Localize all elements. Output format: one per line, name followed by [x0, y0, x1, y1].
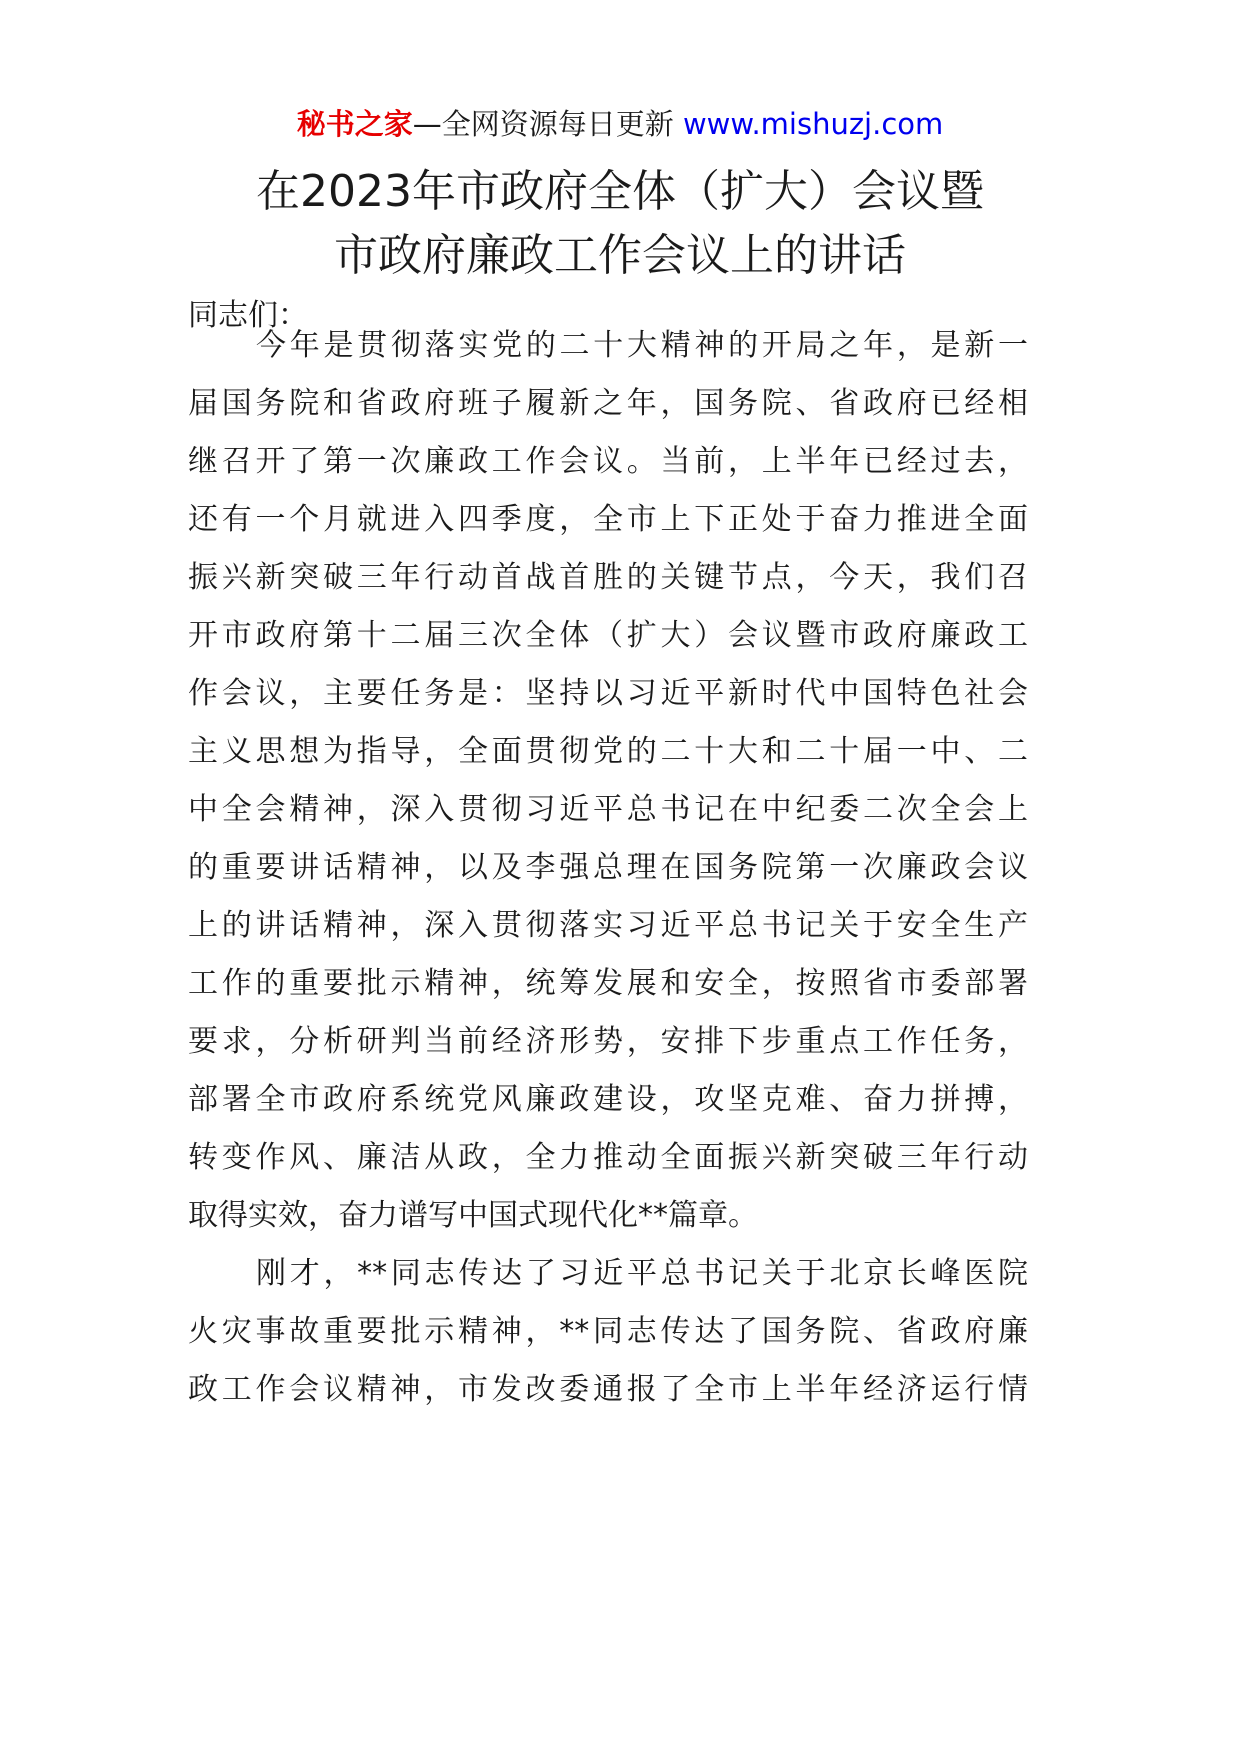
body-line: 主义思想为指导，全面贯彻党的二十大和二十届一中、二 [188, 734, 1028, 769]
body-line: 继召开了第一次廉政工作会议。当前，上半年已经过去， [188, 444, 1028, 479]
body-line: 上的讲话精神，深入贯彻落实习近平总书记关于安全生产 [188, 908, 1028, 943]
body-line: 刚才，**同志传达了习近平总书记关于北京长峰医院 [256, 1256, 1028, 1291]
body-line: 部署全市政府系统党风廉政建设，攻坚克难、奋力拼搏， [188, 1082, 1028, 1117]
body-line: 的重要讲话精神，以及李强总理在国务院第一次廉政会议 [188, 850, 1028, 885]
body-line: 今年是贯彻落实党的二十大精神的开局之年，是新一 [256, 328, 1028, 363]
site-header [0, 104, 1240, 144]
body-line: 火灾事故重要批示精神，**同志传达了国务院、省政府廉 [188, 1314, 1028, 1349]
body-line: 开市政府第十二届三次全体（扩大）会议暨市政府廉政工 [188, 618, 1028, 653]
body-line: 工作的重要批示精神，统筹发展和安全，按照省市委部署 [188, 966, 1028, 1001]
body-line: 振兴新突破三年行动首战首胜的关键节点，今天，我们召 [188, 560, 1028, 595]
body-line: 届国务院和省政府班子履新之年，国务院、省政府已经相 [188, 386, 1028, 421]
salutation: 同志们： [188, 298, 308, 333]
body-line: 中全会精神，深入贯彻习近平总书记在中纪委二次全会上 [188, 792, 1028, 827]
body-line: 还有一个月就进入四季度，全市上下正处于奋力推进全面 [188, 502, 1028, 537]
document-title-line-1: 在2023年市政府全体（扩大）会议暨 [256, 166, 984, 217]
body-line: 转变作风、廉洁从政，全力推动全面振兴新突破三年行动 [188, 1140, 1028, 1175]
body-line: 要求，分析研判当前经济形势，安排下步重点工作任务， [188, 1024, 1028, 1059]
body-line: 政工作会议精神，市发改委通报了全市上半年经济运行情 [188, 1372, 1028, 1407]
body-line: 取得实效，奋力谱写中国式现代化**篇章。 [188, 1198, 758, 1233]
document-title-line-2: 市政府廉政工作会议上的讲话 [334, 230, 906, 281]
site-tagline: —全网资源每日更新 [412, 107, 674, 141]
site-url-link[interactable]: www.mishuzj.com [682, 107, 944, 141]
body-line: 作会议，主要任务是：坚持以习近平新时代中国特色社会 [188, 676, 1028, 711]
site-name: 秘书之家 [296, 107, 413, 141]
